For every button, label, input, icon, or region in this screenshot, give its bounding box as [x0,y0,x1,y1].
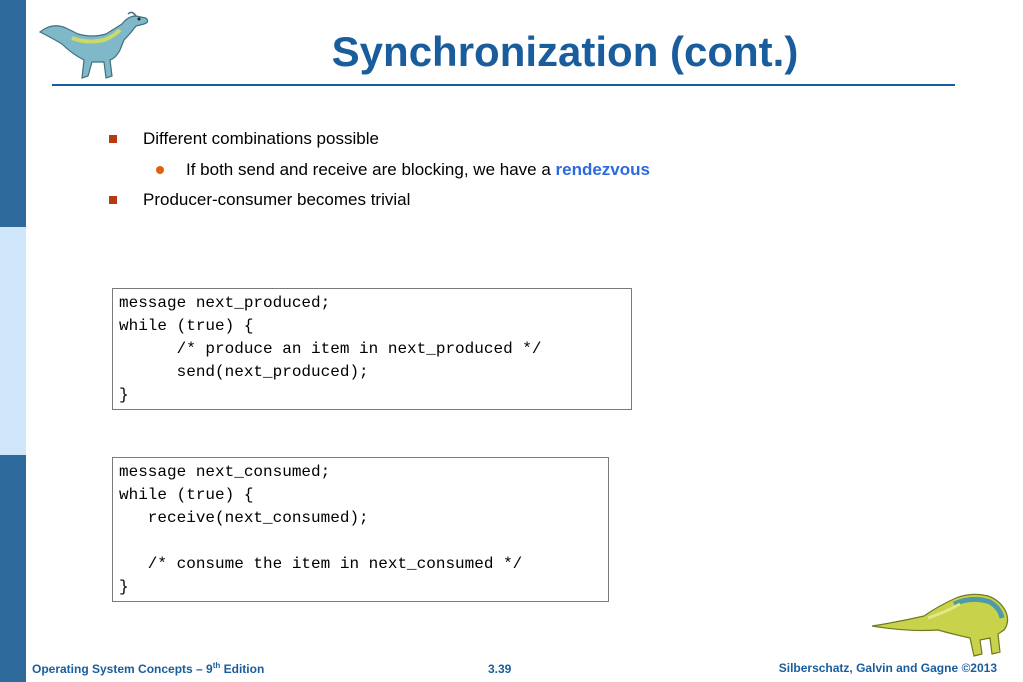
dinosaur-logo-top-icon [32,4,156,84]
bullet-item-2: Producer-consumer becomes trivial [143,190,411,209]
left-bar-middle-segment [0,227,26,455]
consumer-code-block: message next_consumed; while (true) { receive(next_consumed); /* consume the item in next_consumed */ } [112,457,609,602]
bullet-subitem-text: If both send and receive are blocking, we have a [186,160,556,179]
bullet-item-1: Different combinations possible [143,129,379,148]
left-accent-bar [0,0,26,682]
bullet-subitem-1 [186,160,650,180]
highlight-term: rendezvous [555,160,650,179]
footer-book-title [32,661,264,676]
square-bullet-icon [109,196,117,204]
footer-book-text: Operating System Concepts – 9 [32,662,213,676]
slide-title: Synchronization (cont.) [331,28,799,75]
producer-code-block: message next_produced; while (true) { /* produce an item in next_produced */ send(next_produced); } [112,288,632,410]
left-bar-top-segment [0,0,26,227]
dinosaur-logo-bottom-icon [868,582,1016,658]
footer-copyright: Silberschatz, Galvin and Gagne ©2013 [778,661,997,675]
square-bullet-icon [109,135,117,143]
round-bullet-icon [156,166,164,174]
footer-edition-text: Edition [220,662,265,676]
left-bar-bottom-segment [0,455,26,682]
footer-edition-sup: th [212,661,221,670]
footer-page-number: 3.39 [488,662,512,676]
title-underline [52,84,955,86]
